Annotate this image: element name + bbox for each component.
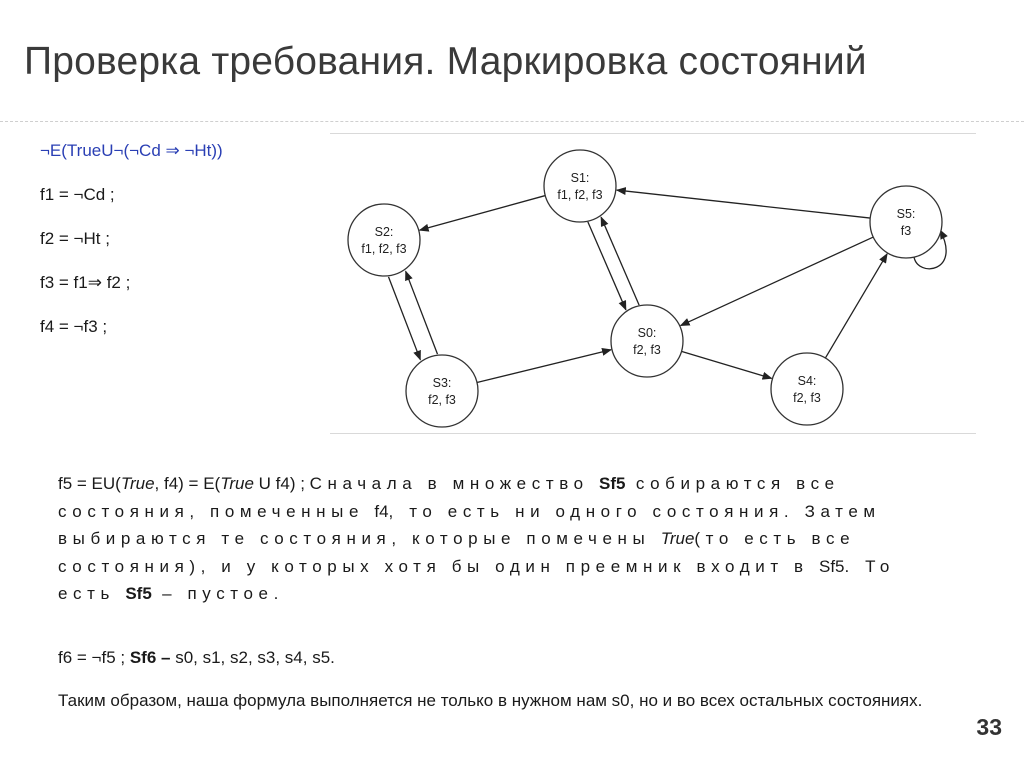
p1-true-3: True bbox=[660, 529, 695, 548]
edge-s5-s0 bbox=[681, 237, 874, 326]
state-labels: f2, f3 bbox=[793, 391, 821, 405]
state-node-s5 bbox=[870, 186, 942, 258]
state-circle bbox=[406, 355, 478, 427]
state-name: S3: bbox=[432, 376, 452, 390]
edge-s1-s0 bbox=[588, 222, 626, 310]
state-circle bbox=[611, 305, 683, 377]
formula-f2: f2 = ¬Ht ; bbox=[40, 229, 110, 248]
p2-formula: f6 = ¬f5 ; bbox=[58, 648, 130, 667]
state-circle bbox=[544, 150, 616, 222]
state-labels: f3 bbox=[900, 224, 912, 238]
state-node-s0 bbox=[611, 305, 683, 377]
page-number: 33 bbox=[976, 714, 1002, 740]
formula-f4: f4 = ¬f3 ; bbox=[40, 317, 108, 336]
edge-s3-s0 bbox=[477, 350, 611, 383]
state-name: S2: bbox=[374, 225, 394, 239]
slide-title: Проверка требования. Маркировка состояний bbox=[24, 40, 867, 83]
state-labels: f1, f2, f3 bbox=[361, 242, 407, 256]
title-divider bbox=[0, 121, 1024, 122]
p1-true-1: True bbox=[120, 474, 155, 493]
p1-text-4: (то есть все состояния), и у которых хотя бы один преемник входит в bbox=[58, 529, 856, 576]
p1-f4: f4 bbox=[374, 501, 389, 521]
nodes-layer bbox=[348, 150, 942, 427]
p1-text-1: Сначала в множество bbox=[309, 474, 600, 493]
state-name: S5: bbox=[896, 207, 916, 221]
edge-s5-s1 bbox=[617, 190, 870, 218]
state-node-s2 bbox=[348, 204, 420, 276]
state-circle bbox=[348, 204, 420, 276]
p1-formula-mid: , f4) = E( bbox=[154, 474, 221, 493]
p1-sf5-plain: Sf5 bbox=[819, 556, 845, 576]
paragraph-conclusion: Таким образом, наша формула выполняется не только в нужном нам s0, но и во всех остальных состояниях. bbox=[58, 691, 923, 710]
p2-states: s0, s1, s2, s3, s4, s5. bbox=[170, 648, 335, 667]
edge-s3-s2 bbox=[406, 271, 438, 354]
state-name: S0: bbox=[637, 326, 657, 340]
state-transition-diagram bbox=[330, 134, 990, 434]
edge-s2-s3 bbox=[389, 277, 421, 360]
state-node-s4 bbox=[771, 353, 843, 425]
p1-text-5: . То есть bbox=[58, 556, 895, 603]
p1-text-6: – пустое. bbox=[151, 584, 284, 603]
edge-s0-s4 bbox=[681, 351, 771, 378]
edge-s4-s5 bbox=[825, 254, 887, 358]
p1-sf5-1: Sf5 bbox=[599, 474, 626, 493]
state-labels: f1, f2, f3 bbox=[557, 188, 603, 202]
paragraph-f5 bbox=[58, 470, 938, 608]
state-labels: f2, f3 bbox=[428, 393, 456, 407]
formula-f1: f1 = ¬Cd ; bbox=[40, 185, 115, 204]
p1-text-3: , то есть ни одного состояния. Затем выбираются те состояния, которые помечены bbox=[58, 501, 881, 548]
p1-text-2: собираются все состояния, помеченные bbox=[58, 474, 840, 521]
formula-list bbox=[40, 140, 223, 360]
p1-formula-end: U f4) ; bbox=[253, 474, 310, 493]
paragraph-f6 bbox=[58, 648, 335, 668]
p1-formula-start: f5 = EU( bbox=[58, 474, 121, 493]
edge-s1-s2 bbox=[420, 196, 546, 231]
formula-f3: f3 = f1⇒ f2 ; bbox=[40, 273, 131, 292]
edge-s0-s1 bbox=[601, 217, 639, 305]
state-circle bbox=[771, 353, 843, 425]
p1-true-2: True bbox=[220, 474, 254, 493]
state-node-s3 bbox=[406, 355, 478, 427]
p2-sf6: Sf6 – bbox=[129, 648, 171, 667]
state-labels: f2, f3 bbox=[633, 343, 661, 357]
state-name: S1: bbox=[570, 171, 590, 185]
formula-header: ¬E(TrueU¬(¬Cd ⇒ ¬Ht)) bbox=[40, 141, 223, 160]
p1-sf5-2: Sf5 bbox=[125, 584, 152, 603]
state-node-s1 bbox=[544, 150, 616, 222]
state-circle bbox=[870, 186, 942, 258]
state-name: S4: bbox=[797, 374, 817, 388]
